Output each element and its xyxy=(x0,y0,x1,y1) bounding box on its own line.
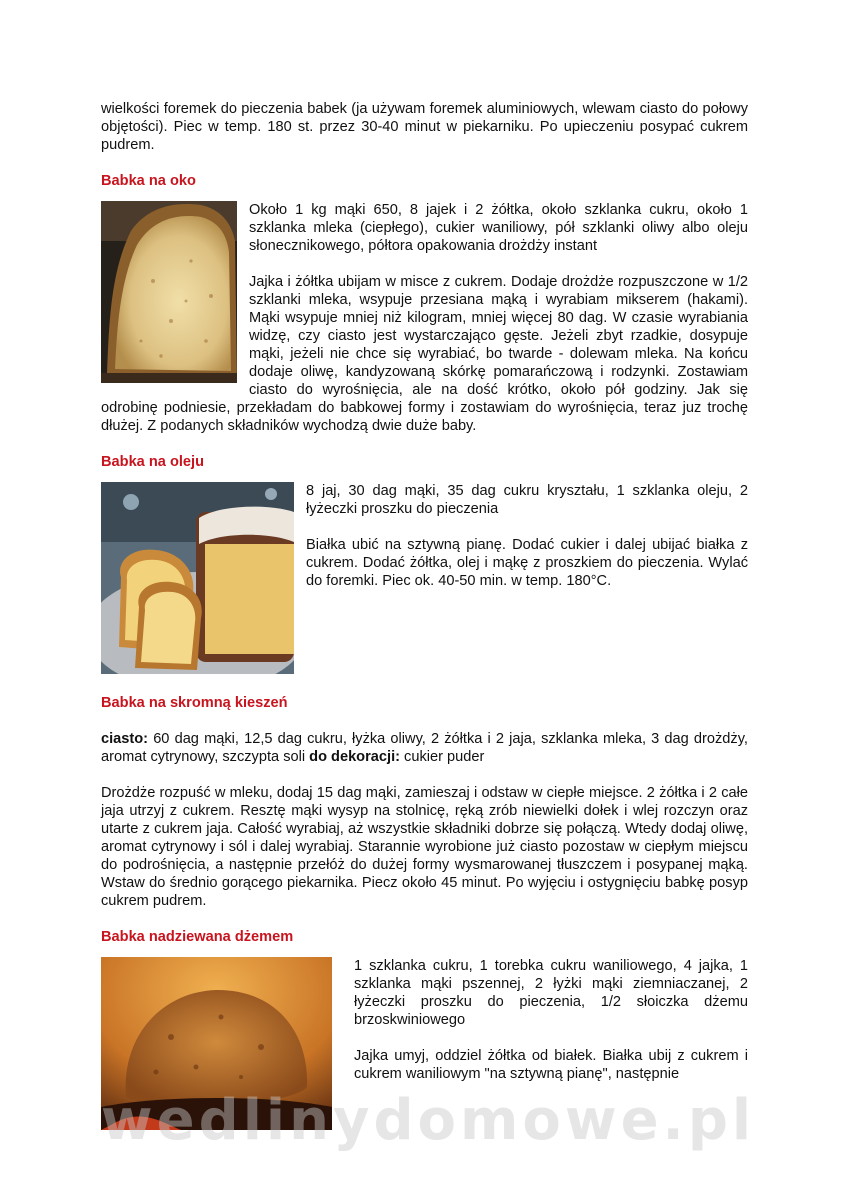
ingredients-label: ciasto: xyxy=(101,731,149,747)
recipe-babka-na-skromna-kieszen xyxy=(101,694,748,910)
recipe-babka-na-oko xyxy=(101,172,748,435)
recipe-babka-nadziewana-dzemem xyxy=(101,928,748,1130)
recipe-method: Jajka i żółtka ubijam w misce z cukrem. Dodaje drożdże rozpuszczone w 1/2 szklanki mleka, wsypuje przesiana mąką i wyrabiam mikserem (hakami). Mąki wsypuje mniej niż kilogram, mniej więcej 80 dag. W czasie wyrabiania widzę, czy ciasto jest wystarczająco gęste. Jeżeli zbyt rzadkie, dosypuje mąki, jeżeli nie chce się wyrabiać, bo twarde - dolewam mleka. Na końcu dodaje oliwę, kandyzowaną skórkę pomarańczową i rodzynki. Zostawiam ciasto do wyrośnięcia, ale na dość krótko, około pół godziny. Jak się odrobinę podniesie, przekładam do babkowej formy i zostawiam do wyrośnięcia, teraz juz trochę dłużej. Z podanych składników wychodzą dwie duże baby. xyxy=(101,274,748,434)
document-page xyxy=(101,100,748,1130)
site-watermark: wedlinydomowe.pl xyxy=(100,1088,756,1153)
recipe-ingredients: Około 1 kg mąki 650, 8 jajek i 2 żółtka, około szklanka cukru, około 1 szklanka mleka (ciepłego), cukier waniliowy, pół szklanki oliwy albo oleju słonecznikowego, półtora opakowania drożdży instant xyxy=(249,202,748,254)
intro-paragraph: wielkości foremek do pieczenia babek (ja używam foremek aluminiowych, wlewam ciasto do połowy objętości). Piec w temp. 180 st. przez 30-40 minut w piekarniku. Po upieczeniu posypać cukrem pudrem. xyxy=(101,101,748,153)
recipe-title: Babka na skromną kieszeń xyxy=(101,695,288,711)
ingredients-text: 60 dag mąki, 12,5 dag cukru, łyżka oliwy, 2 żółtka i 2 jaja, szklanka mleka, 3 dag drożdży, aromat cytrynowy, szczypta soli xyxy=(101,731,748,765)
recipe-method: Jajka umyj, oddziel żółtka od białek. Białka ubij z cukrem i cukrem waniliowym "na sztywną pianę", następnie xyxy=(354,1048,748,1082)
decoration-label: do dekoracji: xyxy=(309,749,400,765)
recipe-ingredients: 8 jaj, 30 dag mąki, 35 dag cukru kryształu, 1 szklanka oleju, 2 łyżeczki proszku do pieczenia xyxy=(306,483,748,517)
recipe-title: Babka na oleju xyxy=(101,454,204,470)
recipe-method: Białka ubić na sztywną pianę. Dodać cukier i dalej ubijać białka z cukrem. Dodać żółtka, olej i mąkę z proszkiem do pieczenia. Wylać do foremki. Piec ok. 40-50 min. w temp. 180°C. xyxy=(306,537,748,589)
glazed-loaf-cake-slices-photo xyxy=(101,482,294,674)
recipe-title: Babka nadziewana dżemem xyxy=(101,929,294,945)
recipe-ingredients xyxy=(101,730,748,766)
sliced-yeast-babka-photo xyxy=(101,201,237,383)
recipe-title: Babka na oko xyxy=(101,173,196,189)
recipe-method: Drożdże rozpuść w mleku, dodaj 15 dag mąki, zamieszaj i odstaw w ciepłe miejsce. 2 żółtka i 2 całe jaja utrzyj z cukrem. Resztę mąki wysyp na stolnicę, ręką zrób niewielki dołek i wlej rozczyn oraz utarte z cukrem jaja. Całość wyrabiaj, aż wszystkie składniki dobrze się połączą. Wtedy dodaj oliwę, aromat cytrynowy i sól i dalej wyrabiaj. Starannie wyrobione już ciasto pozostaw w ciepłym miejscu do podrośnięcia, a następnie przełóż do dużej formy wysmarowanej tłuszczem i posypanej mąką. Wstaw do średnio gorącego piekarnika. Piecz około 45 minut. Po wyjęciu i ostygnięciu babkę posyp cukrem pudrem. xyxy=(101,785,748,909)
jam-filled-babka-photo xyxy=(101,957,332,1130)
decoration-text: cukier puder xyxy=(399,749,485,765)
recipe-babka-na-oleju xyxy=(101,453,748,676)
recipe-ingredients: 1 szklanka cukru, 1 torebka cukru waniliowego, 4 jajka, 1 szklanka mąki pszennej, 2 łyżki mąki ziemniaczanej, 2 łyżeczki proszku do pieczenia, 1/2 słoiczka dżemu brzoskwiniowego xyxy=(354,958,748,1028)
